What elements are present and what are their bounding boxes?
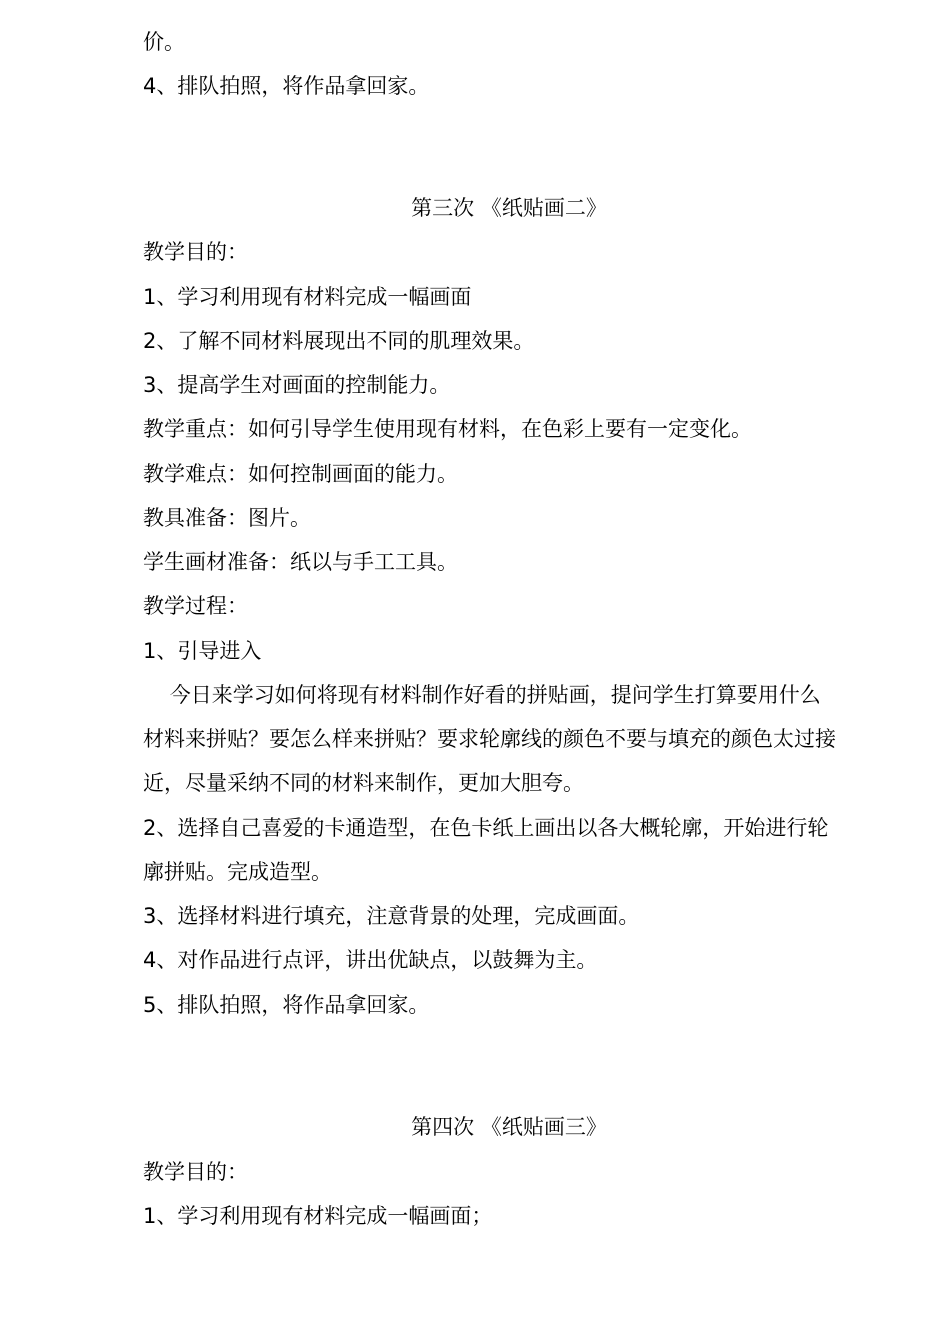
lesson3-step2-line-2: 廓拼贴。完成造型。 [143,860,332,884]
lesson3-title: 第三次 《纸贴画二》 [411,196,607,220]
lesson4-objectives-label: 教学目的： [143,1160,248,1184]
lesson3-objective-2: 2、了解不同材料展现出不同的肌理效果。 [143,329,535,353]
previous-step-4: 4、排队拍照，将作品拿回家。 [143,74,430,98]
lesson3-key-point: 教学重点：如何引导学生使用现有材料，在色彩上要有一定变化。 [143,417,752,441]
lesson3-teacher-prep: 教具准备：图片。 [143,506,311,530]
lesson3-difficulty: 教学难点：如何控制画面的能力。 [143,462,458,486]
lesson3-step3: 3、选择材料进行填充，注意背景的处理，完成画面。 [143,904,640,928]
lesson3-step5: 5、排队拍照，将作品拿回家。 [143,993,430,1017]
lesson3-step1-line-1: 今日来学习如何将现有材料制作好看的拼贴画，提问学生打算要用什么 [143,683,821,707]
lesson3-objective-3: 3、提高学生对画面的控制能力。 [143,373,451,397]
lesson3-student-prep: 学生画材准备：纸以与手工工具。 [143,550,458,574]
lesson3-objectives-label: 教学目的： [143,240,248,264]
lesson3-process-label: 教学过程： [143,594,248,618]
lesson3-step2-line-1: 2、选择自己喜爱的卡通造型，在色卡纸上画出以各大概轮廓，开始进行轮 [143,816,829,840]
lesson4-objective-1: 1、学习利用现有材料完成一幅画面； [143,1204,493,1228]
continuation-text: 价。 [143,30,185,54]
lesson3-objective-1: 1、学习利用现有材料完成一幅画面 [143,285,472,309]
lesson3-step1-line-3: 近，尽量采纳不同的材料来制作，更加大胆夸。 [143,771,584,795]
lesson3-step1-title: 1、引导进入 [143,639,262,663]
lesson4-title: 第四次 《纸贴画三》 [411,1115,607,1139]
lesson3-step4: 4、对作品进行点评，讲出优缺点，以鼓舞为主。 [143,948,598,972]
lesson3-step1-line-2: 材料来拼贴？要怎么样来拼贴？要求轮廓线的颜色不要与填充的颜色太过接 [143,727,836,751]
